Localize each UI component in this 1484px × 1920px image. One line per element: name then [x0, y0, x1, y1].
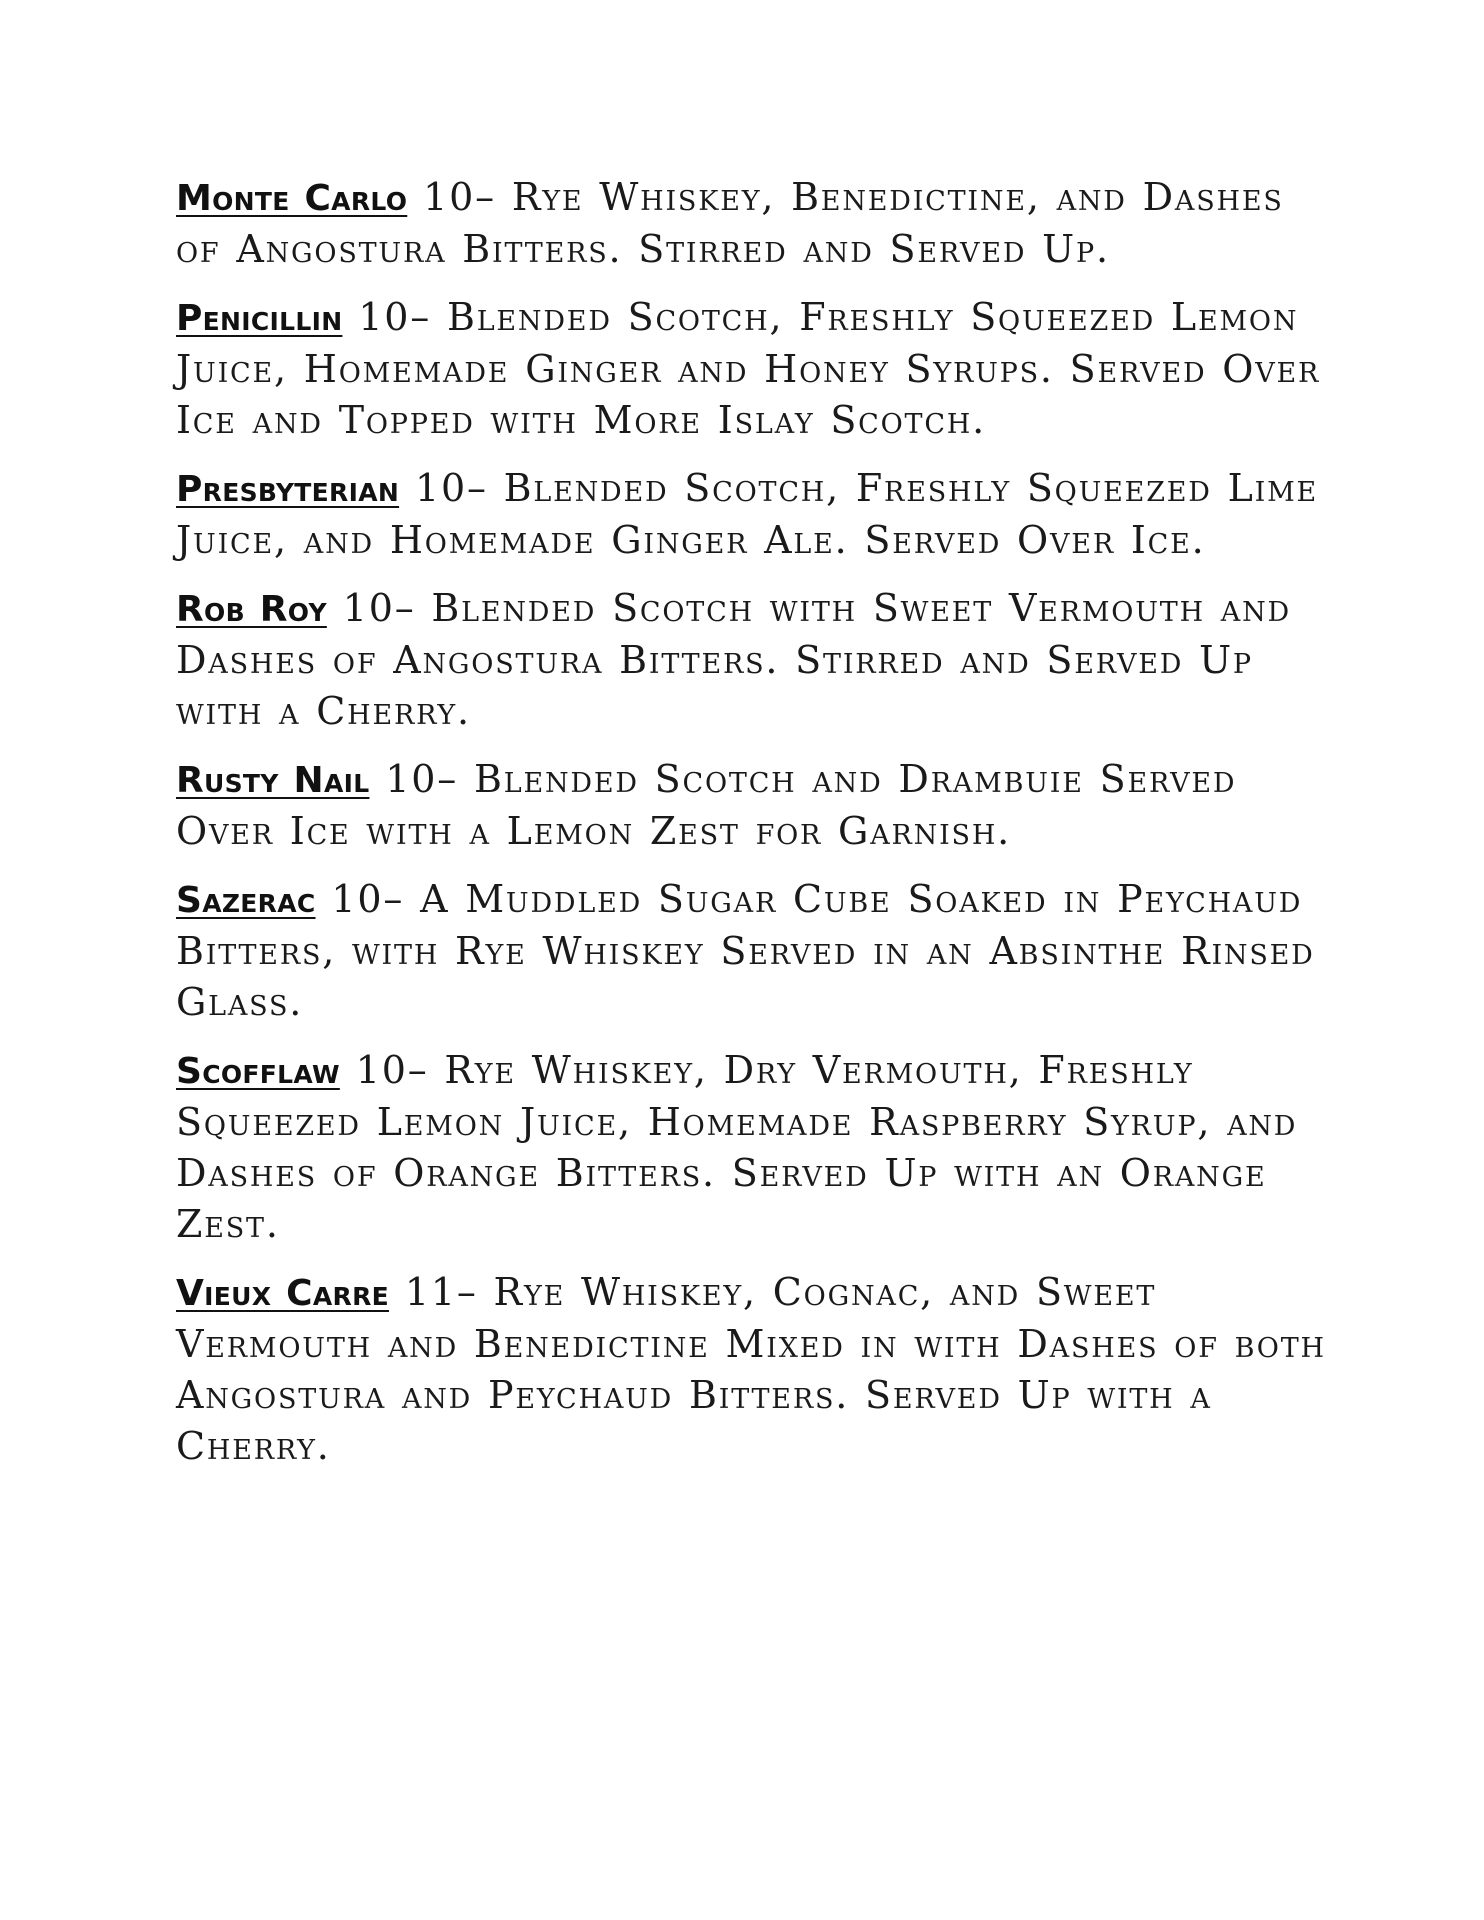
item-price: 10 — [423, 175, 476, 219]
item-description: Rye Whiskey, Benedictine, and Dashes of Angostura Bitters. Stirred and Served Up. — [176, 175, 1284, 271]
item-description: Blended Scotch with Sweet Vermouth and Dashes of Angostura Bitters. Stirred and Served Up with a Cherry. — [176, 586, 1291, 733]
item-description: Blended Scotch, Freshly Squeezed Lemon Juice, Homemade Ginger and Honey Syrups. Served Over Ice and Topped with More Islay Scotch. — [176, 295, 1321, 442]
menu-item-presbyterian: Presbyterian 10– Blended Scotch, Freshly Squeezed Lime Juice, and Homemade Ginger Ale. Served Over Ice. — [176, 466, 1319, 562]
item-description: Blended Scotch, Freshly Squeezed Lime Juice, and Homemade Ginger Ale. Served Over Ice. — [176, 466, 1319, 562]
item-price: 10 — [414, 466, 467, 510]
menu-item-vieux-carre: Vieux Carre 11– Rye Whiskey, Cognac, and Sweet Vermouth and Benedictine Mixed in with Dashes of both Angostura and Peychaud Bitters. Served Up with a Cherry. — [176, 1270, 1326, 1468]
item-description: A Muddled Sugar Cube Soaked in Peychaud Bitters, with Rye Whiskey Served in an Absinthe Rinsed Glass. — [176, 877, 1315, 1024]
item-price: 11 — [404, 1270, 457, 1314]
menu-item-rob-roy: Rob Roy 10– Blended Scotch with Sweet Vermouth and Dashes of Angostura Bitters. Stirred and Served Up with a Cherry. — [176, 586, 1291, 733]
item-price: 10 — [331, 877, 384, 921]
menu-item-rusty-nail: Rusty Nail 10– Blended Scotch and Drambuie Served Over Ice with a Lemon Zest for Garnish. — [176, 757, 1237, 853]
item-price: 10 — [385, 757, 438, 801]
item-name: Monte Carlo — [176, 178, 408, 219]
item-price: 10 — [355, 1048, 408, 1092]
item-description: Rye Whiskey, Dry Vermouth, Freshly Squeezed Lemon Juice, Homemade Raspberry Syrup, and Dashes of Orange Bitters. Served Up with an Orange Zest. — [176, 1048, 1298, 1246]
item-price: 10 — [358, 295, 411, 339]
item-description: Blended Scotch and Drambuie Served Over Ice with a Lemon Zest for Garnish. — [176, 757, 1237, 853]
item-name: Rob Roy — [176, 589, 327, 630]
item-name: Scofflaw — [176, 1051, 340, 1092]
item-name: Vieux Carre — [176, 1273, 389, 1314]
menu-item-scofflaw: Scofflaw 10– Rye Whiskey, Dry Vermouth, Freshly Squeezed Lemon Juice, Homemade Raspberry Syrup, and Dashes of Orange Bitters. Served Up with an Orange Zest. — [176, 1048, 1298, 1246]
item-name: Sazerac — [176, 880, 316, 921]
item-price: 10 — [342, 586, 395, 630]
cocktail-menu — [176, 172, 1326, 1489]
menu-item-sazerac: Sazerac 10– A Muddled Sugar Cube Soaked in Peychaud Bitters, with Rye Whiskey Served in an Absinthe Rinsed Glass. — [176, 877, 1315, 1024]
menu-item-monte-carlo: Monte Carlo 10– Rye Whiskey, Benedictine, and Dashes of Angostura Bitters. Stirred and Served Up. — [176, 175, 1284, 271]
item-name: Rusty Nail — [176, 760, 370, 801]
item-description: Rye Whiskey, Cognac, and Sweet Vermouth and Benedictine Mixed in with Dashes of both Angostura and Peychaud Bitters. Served Up with a Cherry. — [176, 1270, 1326, 1468]
menu-item-penicillin: Penicillin 10– Blended Scotch, Freshly Squeezed Lemon Juice, Homemade Ginger and Honey Syrups. Served Over Ice and Topped with More Islay Scotch. — [176, 295, 1321, 442]
item-name: Presbyterian — [176, 469, 400, 510]
item-name: Penicillin — [176, 298, 343, 339]
